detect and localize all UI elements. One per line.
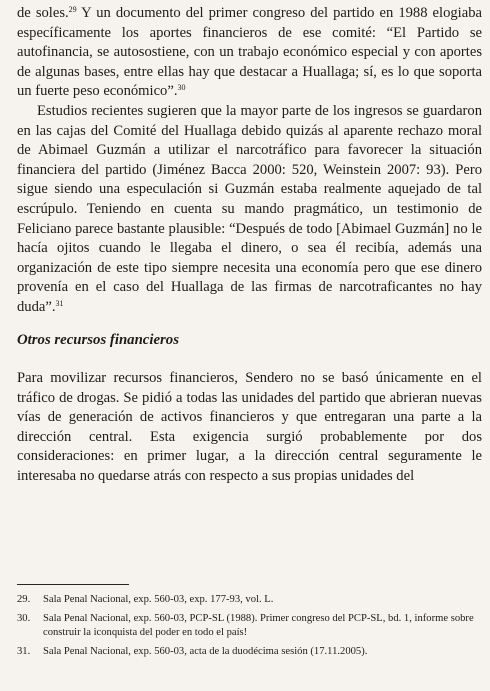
footnote-29 [17,593,479,608]
footnote-30 [17,612,479,641]
footnote-ref-31: 31 [55,298,64,308]
footnote-divider [17,584,129,585]
paragraph-1 [17,4,482,102]
footnote-number: 31. [17,645,31,657]
paragraph-3: Para movilizar recursos financieros, Sendero no se basó únicamente en el tráfico de drogas. Se pidió a todas las unidades del partido que abrieran nuevas vías de generación de activos financieros y que entregaran una parte a la dirección central. Esta exigencia surgió probablemente por dos consideraciones: en primer lugar, a la dirección central seguramente le interesaba no quedarse atrás con respecto a sus propias unidades del [17,370,482,484]
paragraph-2-text: Estudios recientes sugieren que la mayor parte de los ingresos se guardaron en las cajas del Comité del Huallaga debido quizás al aparente rechazo moral de Abimael Guzmán a utilizar el narcotráfico para favorecer la situación financiera del partido (Jiménez Bacca 2000: 520, Weinstein 2007: 93). Pero sigue siendo una especulación si Guzmán estaba realmente aquejado de tal escrúpulo. Teniendo en cuenta su mando pragmático, un testimonio de Feliciano parece bastante plausible: “Después de todo [Abimael Guzmán] no le hacía ojitos cuando le llegaba el dinero, o sea él recibía, además una organización de este tipo siempre necesita una economía pero que ese dinero provenía en el caso del Huallaga de las firmas de narcotraficantes no hay duda”. [17,102,482,315]
footnote-number: 29. [17,594,31,605]
footnote-text: Sala Penal Nacional, exp. 560-03, exp. 177-93, vol. L. [43,594,274,605]
footnote-text: Sala Penal Nacional, exp. 560-03, PCP-SL (1988). Primer congreso del PCP-SL, bd. 1, informe sobre construir la iconquista del poder en todo el país! [43,612,474,639]
footnote-31 [17,645,479,660]
footnote-number: 30. [17,612,31,624]
footnote-ref-29: 29 [68,5,77,14]
footnote-text: Sala Penal Nacional, exp. 560-03, acta de la duodécima sesión (17.11.2005). [43,645,368,657]
footnote-ref-30: 30 [177,83,186,93]
footnotes [17,593,479,663]
paragraph-2 [17,102,482,318]
main-text [17,4,482,318]
paragraph-1-text-b: Y un documento del primer congreso del partido en 1988 elogiaba específicamente los aportes financieros de ese comité: “El Partido se autofinancia, se autosostiene, con un trabajo económico especial y con aportes de algunas bases, entre ellas hay que destacar a Huallaga; sí, es lo que soporta un fuerte peso económico”. [17,5,482,100]
paragraph-1-text-a: de soles. [17,5,69,21]
section-heading: Otros recursos financieros [17,332,179,348]
